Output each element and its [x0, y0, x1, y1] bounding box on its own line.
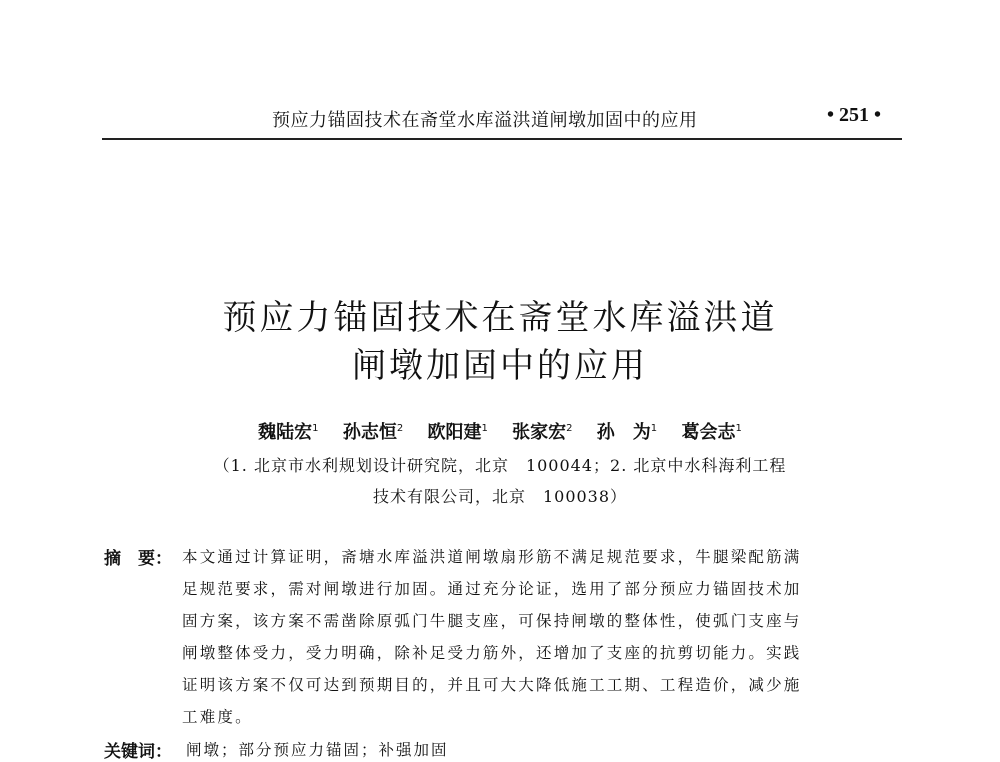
author-name: 张家宏	[512, 422, 567, 443]
author	[258, 422, 318, 443]
running-title: 预应力锚固技术在斋堂水库溢洪道闸墩加固中的应用	[272, 110, 698, 131]
author	[512, 422, 572, 443]
author-name: 魏陆宏	[258, 422, 313, 443]
abstract-line: 本文通过计算证明，斋塘水库溢洪道闸墩扇形筋不满足规范要求，牛腿梁配筋满	[182, 548, 802, 566]
author-affil-mark: 1	[735, 423, 742, 434]
author-name: 孙志恒	[342, 422, 397, 443]
abstract-label: 摘 要：	[104, 549, 172, 569]
author-affil-mark: 1	[481, 423, 488, 434]
abstract-line: 足规范要求，需对闸墩进行加固。通过充分论证，选用了部分预应力锚固技术加	[182, 580, 802, 598]
author-list	[0, 418, 1000, 444]
author	[681, 422, 741, 443]
abstract-line: 固方案，该方案不需凿除原弧门牛腿支座，可保持闸墩的整体性，使弧门支座与	[182, 612, 802, 630]
author-affil-mark: 1	[650, 423, 658, 434]
abstract-line: 闸墩整体受力，受力明确，除补足受力筋外，还增加了支座的抗剪切能力。实践	[182, 644, 802, 662]
author	[427, 422, 487, 443]
author-affil-mark: 2	[396, 423, 404, 434]
paper-title-line-2: 闸墩加固中的应用	[352, 346, 648, 386]
author	[597, 422, 657, 443]
author	[343, 422, 403, 443]
author-name: 孙 为	[596, 422, 651, 443]
author-affil-mark: 1	[312, 423, 319, 434]
header-rule	[102, 138, 902, 140]
affiliations-line-1: （1. 北京市水利规划设计研究院，北京 100044；2. 北京中水科海利工程	[213, 456, 787, 475]
author-name: 欧阳建	[427, 422, 482, 443]
paper-title-line-1: 预应力锚固技术在斋堂水库溢洪道	[222, 298, 778, 338]
abstract-line: 证明该方案不仅可达到预期目的，并且可大大降低施工工期、工程造价，减少施	[182, 676, 802, 694]
keywords-text: 闸墩；部分预应力锚固；补强加固	[186, 741, 449, 759]
keywords-label: 关键词：	[104, 742, 172, 762]
affiliations-line-2: 技术有限公司，北京 100038）	[372, 487, 628, 506]
running-header	[258, 100, 903, 134]
author-name: 葛会志	[681, 422, 736, 443]
author-affil-mark: 2	[566, 423, 573, 434]
page-number: • 251 •	[826, 104, 881, 126]
abstract-line: 工难度。	[182, 708, 253, 726]
